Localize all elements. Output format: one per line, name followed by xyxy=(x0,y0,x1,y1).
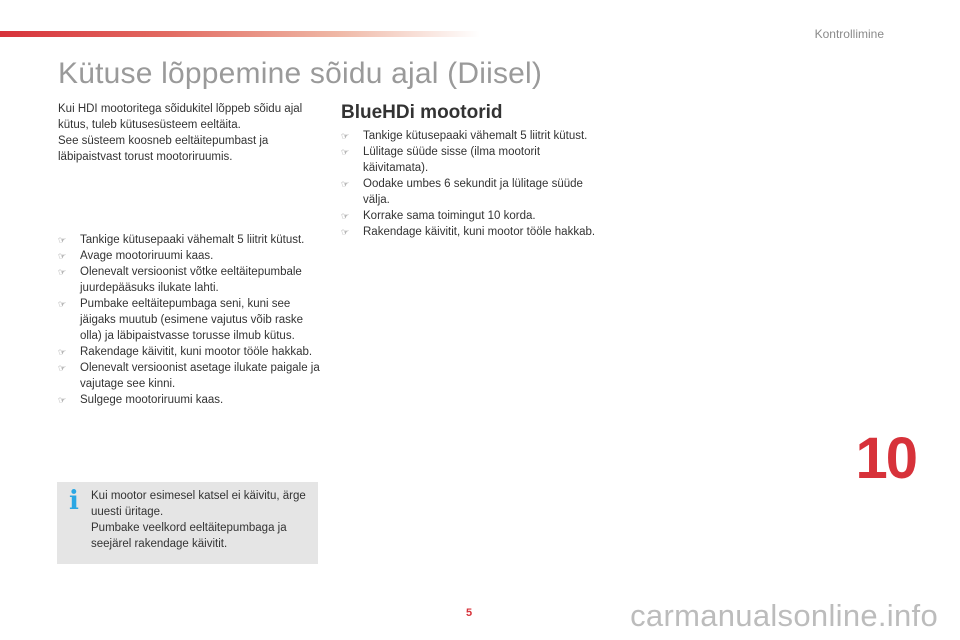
page-title: Kütuse lõppemine sõidu ajal (Diisel) xyxy=(58,57,543,90)
step-text: Oodake umbes 6 sekundit ja lülitage süüde välja. xyxy=(363,178,583,206)
list-item xyxy=(58,344,320,360)
hdi-steps-list xyxy=(58,232,320,408)
finger-pointer-icon: ☞ xyxy=(341,179,350,189)
finger-pointer-icon: ☞ xyxy=(341,147,350,157)
list-item xyxy=(58,360,320,392)
step-text: Rakendage käivitit, kuni mootor tööle hakkab. xyxy=(80,346,313,358)
info-line: Pumbake veelkord eeltäitepumbaga ja seejärel rakendage käivitit. xyxy=(91,522,287,550)
list-item xyxy=(341,128,603,144)
finger-pointer-icon: ☞ xyxy=(58,267,67,277)
finger-pointer-icon: ☞ xyxy=(58,251,67,261)
list-item xyxy=(341,208,603,224)
section-header: Kontrollimine xyxy=(814,27,884,41)
finger-pointer-icon: ☞ xyxy=(58,395,67,405)
list-item xyxy=(341,176,603,208)
watermark: carmanualsonline.info xyxy=(630,598,938,633)
bluehdi-steps-list xyxy=(341,128,603,240)
step-text: Tankige kütusepaaki vähemalt 5 liitrit kütust. xyxy=(80,234,305,246)
intro-paragraph: See süsteem koosneb eeltäitepumbast ja läbipaistvast torust mootoriruumis. xyxy=(58,135,269,163)
info-icon: i xyxy=(69,486,79,516)
list-item xyxy=(341,144,603,176)
step-text: Avage mootoriruumi kaas. xyxy=(80,250,214,262)
step-text: Lülitage süüde sisse (ilma mootorit käivitamata). xyxy=(363,146,541,174)
step-text: Olenevalt versioonist võtke eeltäitepumbale juurdepääsuks ilukate lahti. xyxy=(80,266,302,294)
info-text xyxy=(91,488,311,552)
step-text: Rakendage käivitit, kuni mootor tööle hakkab. xyxy=(363,226,596,238)
list-item xyxy=(58,232,320,248)
list-item xyxy=(58,296,320,344)
finger-pointer-icon: ☞ xyxy=(58,363,67,373)
step-text: Korrake sama toimingut 10 korda. xyxy=(363,210,536,222)
finger-pointer-icon: ☞ xyxy=(341,211,350,221)
step-text: Olenevalt versioonist asetage ilukate paigale ja vajutage see kinni. xyxy=(80,362,320,390)
bluehdi-title: BlueHDi mootorid xyxy=(341,102,503,123)
list-item xyxy=(58,248,320,264)
step-text: Tankige kütusepaaki vähemalt 5 liitrit kütust. xyxy=(363,130,588,142)
list-item xyxy=(58,264,320,296)
list-item xyxy=(341,224,603,240)
step-text: Pumbake eeltäitepumbaga seni, kuni see jäigaks muutub (esimene vajutus võib raske olla) ja läbipaistvasse torusse ilmub kütus. xyxy=(80,298,304,342)
info-box xyxy=(57,482,318,564)
header-accent-bar xyxy=(0,31,480,37)
step-text: Sulgege mootoriruumi kaas. xyxy=(80,394,224,406)
list-item xyxy=(58,392,320,408)
finger-pointer-icon: ☞ xyxy=(58,235,67,245)
info-line: Kui mootor esimesel katsel ei käivitu, ärge uuesti üritage. xyxy=(91,490,306,518)
intro-paragraph: Kui HDI mootoritega sõidukitel lõppeb sõidu ajal kütus, tuleb kütusesüsteem eeltäita. xyxy=(58,103,303,131)
finger-pointer-icon: ☞ xyxy=(341,227,350,237)
chapter-number: 10 xyxy=(855,426,916,491)
finger-pointer-icon: ☞ xyxy=(58,347,67,357)
finger-pointer-icon: ☞ xyxy=(341,131,350,141)
finger-pointer-icon: ☞ xyxy=(58,299,67,309)
page-number: 5 xyxy=(466,607,473,619)
intro-text xyxy=(58,101,313,165)
